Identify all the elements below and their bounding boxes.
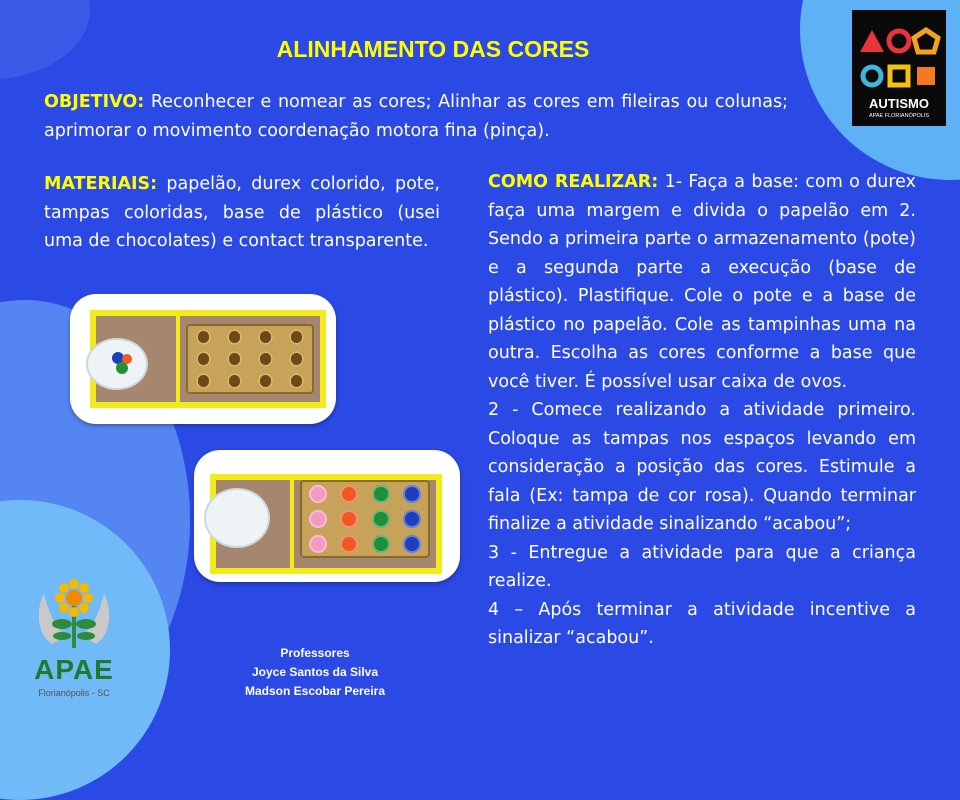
- autismo-logo-subtext: APAE FLORIANÓPOLIS: [868, 113, 930, 119]
- tray-cap: [340, 485, 358, 503]
- tray-cap: [403, 485, 421, 503]
- leaf-shape: [77, 632, 95, 640]
- tray-slot: [196, 329, 212, 345]
- teacher-name: Joyce Santos da Silva: [251, 665, 379, 679]
- tray-cap: [403, 535, 421, 553]
- activity-photo-filled: [194, 450, 460, 582]
- tray-slot: [196, 373, 212, 389]
- apae-logo-text: APAE: [34, 654, 114, 685]
- pentagon-shape: [914, 30, 938, 52]
- tray-slot: [289, 329, 305, 345]
- circle-shape: [889, 31, 909, 51]
- tray-slot: [227, 373, 243, 389]
- tray-slot: [258, 329, 274, 345]
- tray-slot: [196, 351, 212, 367]
- cap: [122, 354, 132, 364]
- teachers-heading: Professores: [280, 646, 350, 660]
- apae-logo-subtext: Florianópolis - SC: [38, 688, 110, 698]
- materials-paragraph: [44, 170, 440, 256]
- leaf-shape: [52, 619, 72, 629]
- objective-label: OBJETIVO:: [44, 92, 145, 112]
- autismo-logo-text: AUTISMO: [869, 96, 929, 111]
- how-to-step-3: 3 - Entregue a atividade para que a criança realize.: [488, 542, 916, 591]
- plastic-tray: [300, 480, 430, 558]
- tray-cap: [403, 510, 421, 528]
- circle-shape: [863, 67, 881, 85]
- tray-slot: [258, 373, 274, 389]
- how-to-step-1-text: 1- Faça a base: com o durex faça uma margem e divida o papelão em 2. Sendo a primeira parte o armazenamento (pote) e a segunda parte a execução (base de plástico). Plastifique. Cole o pote e a base de plástico no papelão. Cole as tampinhas uma na outra. Escolha as cores conforme a base que você tiver. É possível usar caixa de ovos.: [488, 172, 916, 392]
- tray-slot: [258, 351, 274, 367]
- tray-slot: [227, 329, 243, 345]
- how-to-step-2: 2 - Comece realizando a atividade primeiro. Coloque as tampas nos espaços levando em consideração a posição das cores. Estimule a fala (Ex: tampa de cor rosa). Quando terminar finalize a atividade sinalizando “acabou”;: [488, 400, 916, 534]
- activity-photo-empty: [70, 294, 336, 424]
- teacher-name: Madson Escobar Pereira: [244, 684, 386, 698]
- autismo-logo: [852, 10, 946, 126]
- tray-cap: [372, 535, 390, 553]
- tray-cap: [372, 510, 390, 528]
- how-to-section: [488, 168, 916, 653]
- tray-cap: [340, 535, 358, 553]
- how-to-label: COMO REALIZAR:: [488, 172, 659, 192]
- how-to-step-4: 4 – Após terminar a atividade incentive a sinalizar “acabou”.: [488, 599, 916, 648]
- cup: [204, 488, 270, 548]
- tray-slot: [289, 373, 305, 389]
- apae-logo: [22, 574, 126, 704]
- tray-cap: [309, 535, 327, 553]
- square-shape: [890, 67, 908, 85]
- leaf-shape: [53, 632, 71, 640]
- tray-slot: [227, 351, 243, 367]
- teachers-credit: [200, 644, 430, 701]
- tray-cap: [309, 510, 327, 528]
- triangle-shape: [860, 30, 884, 52]
- tray-cap: [372, 485, 390, 503]
- apae-flower-icon: [22, 574, 126, 654]
- how-to-step-1: [488, 168, 916, 396]
- materials-text: papelão, durex colorido, pote, tampas coloridas, base de plástico (usei uma de chocolates) e contact transparente.: [44, 174, 440, 251]
- tray-cap: [340, 510, 358, 528]
- flower-center: [66, 590, 82, 606]
- page-title: ALINHAMENTO DAS CORES: [276, 36, 590, 62]
- tray-slot: [289, 351, 305, 367]
- objective-text: Reconhecer e nomear as cores; Alinhar as cores em fileiras ou colunas; aprimorar o movimento coordenação motora fina (pinça).: [44, 92, 788, 141]
- tray-cap: [309, 485, 327, 503]
- leaf-shape: [76, 619, 96, 629]
- objective-paragraph: [44, 88, 788, 145]
- plastic-tray: [186, 324, 314, 394]
- square-shape: [917, 67, 935, 85]
- materials-label: MATERIAIS:: [44, 174, 158, 194]
